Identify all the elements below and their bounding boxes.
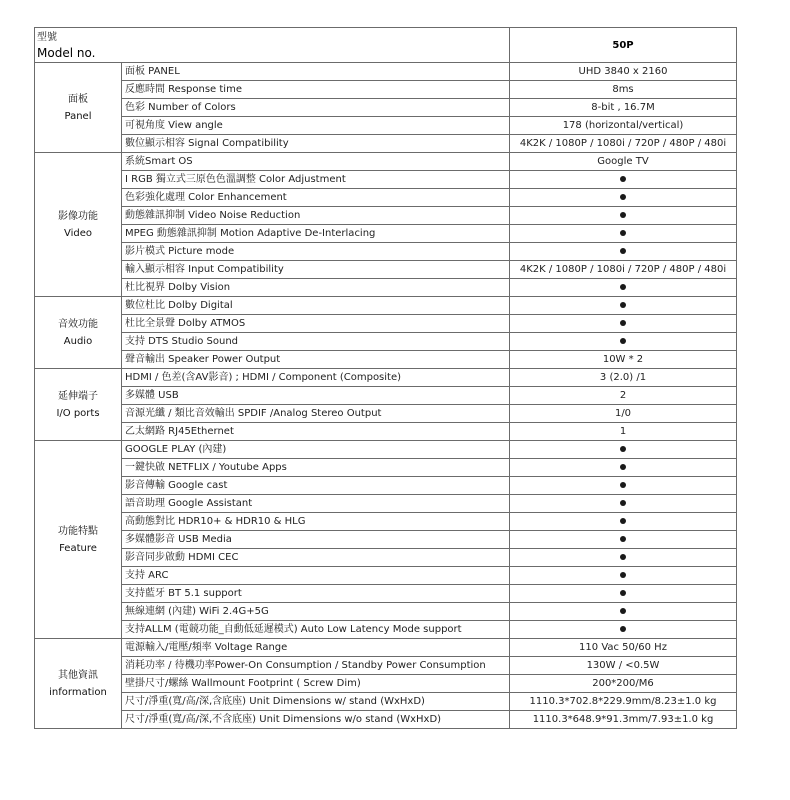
section-category xyxy=(35,297,122,369)
spec-label: I RGB 獨立式三原色色溫調整 Color Adjustment xyxy=(122,171,510,189)
spec-label: 無線連網 (內建) WiFi 2.4G+5G xyxy=(122,603,510,621)
spec-row xyxy=(35,495,737,513)
spec-label: 可視角度 View angle xyxy=(122,117,510,135)
spec-label: 影片模式 Picture mode xyxy=(122,243,510,261)
spec-label: 語音助理 Google Assistant xyxy=(122,495,510,513)
spec-value xyxy=(510,495,737,513)
section-name-en: Panel xyxy=(64,110,92,122)
spec-row xyxy=(35,297,737,315)
spec-row xyxy=(35,153,737,171)
spec-row xyxy=(35,639,737,657)
spec-label: 高動態對比 HDR10+ & HDR10 & HLG xyxy=(122,513,510,531)
section-name-en: Video xyxy=(63,227,93,239)
spec-row xyxy=(35,171,737,189)
spec-label: 支持藍牙 BT 5.1 support xyxy=(122,585,510,603)
spec-value xyxy=(510,549,737,567)
spec-label: 面板 PANEL xyxy=(122,63,510,81)
spec-row xyxy=(35,81,737,99)
spec-value xyxy=(510,603,737,621)
section-name-zh: 音效功能 xyxy=(58,318,98,330)
section-category xyxy=(35,441,122,639)
spec-value: 1 xyxy=(510,423,737,441)
spec-label: 聲音輸出 Speaker Power Output xyxy=(122,351,510,369)
bullet-dot-icon xyxy=(620,338,626,344)
header-row xyxy=(35,28,737,63)
spec-value xyxy=(510,513,737,531)
bullet-dot-icon xyxy=(620,554,626,560)
spec-row xyxy=(35,333,737,351)
section-category xyxy=(35,369,122,441)
spec-label: 壁掛尺寸/螺絲 Wallmount Footprint ( Screw Dim) xyxy=(122,675,510,693)
section-category xyxy=(35,639,122,729)
spec-row xyxy=(35,513,737,531)
spec-label: 支持ALLM (電競功能_自動低延遲模式) Auto Low Latency Mode support xyxy=(122,621,510,639)
bullet-dot-icon xyxy=(620,572,626,578)
spec-row xyxy=(35,603,737,621)
spec-value xyxy=(510,531,737,549)
spec-value: 4K2K / 1080P / 1080i / 720P / 480P / 480i xyxy=(510,261,737,279)
spec-row xyxy=(35,711,737,729)
spec-value: 8-bit , 16.7M xyxy=(510,99,737,117)
spec-label: GOOGLE PLAY (內建) xyxy=(122,441,510,459)
section-name-en: information xyxy=(49,686,107,698)
spec-value xyxy=(510,171,737,189)
bullet-dot-icon xyxy=(620,248,626,254)
section-name-en: Feature xyxy=(59,542,97,554)
section-name-zh: 面板 xyxy=(68,93,88,105)
spec-value xyxy=(510,297,737,315)
spec-label: 杜比全景聲 Dolby ATMOS xyxy=(122,315,510,333)
spec-value: UHD 3840 x 2160 xyxy=(510,63,737,81)
model-label-en: Model no. xyxy=(37,46,96,60)
spec-value xyxy=(510,279,737,297)
spec-row xyxy=(35,243,737,261)
section-name-zh: 其他資訊 xyxy=(58,669,98,681)
spec-value xyxy=(510,243,737,261)
spec-row xyxy=(35,207,737,225)
spec-value: 2 xyxy=(510,387,737,405)
bullet-dot-icon xyxy=(620,608,626,614)
spec-label: 數位顯示相容 Signal Compatibility xyxy=(122,135,510,153)
spec-table-body xyxy=(35,28,737,729)
spec-row xyxy=(35,477,737,495)
spec-row xyxy=(35,315,737,333)
spec-value: 8ms xyxy=(510,81,737,99)
spec-label: 多媒體影音 USB Media xyxy=(122,531,510,549)
spec-row xyxy=(35,99,737,117)
spec-row xyxy=(35,657,737,675)
spec-row xyxy=(35,63,737,81)
spec-label: MPEG 動態雜訊抑制 Motion Adaptive De-Interlacing xyxy=(122,225,510,243)
model-value: 50P xyxy=(510,28,737,63)
spec-label: 支持 DTS Studio Sound xyxy=(122,333,510,351)
spec-label: 電源輸入/電壓/頻率 Voltage Range xyxy=(122,639,510,657)
spec-value: 4K2K / 1080P / 1080i / 720P / 480P / 480i xyxy=(510,135,737,153)
model-label-zh: 型號 xyxy=(37,32,57,43)
spec-value xyxy=(510,567,737,585)
spec-label: 系統Smart OS xyxy=(122,153,510,171)
spec-value: 130W / <0.5W xyxy=(510,657,737,675)
spec-label: 影音同步啟動 HDMI CEC xyxy=(122,549,510,567)
spec-value: 178 (horizontal/vertical) xyxy=(510,117,737,135)
spec-value: 200*200/M6 xyxy=(510,675,737,693)
section-name-en: Audio xyxy=(63,335,93,347)
bullet-dot-icon xyxy=(620,536,626,542)
spec-table xyxy=(34,27,737,729)
spec-value: 110 Vac 50/60 Hz xyxy=(510,639,737,657)
spec-label: 消耗功率 / 待機功率Power-On Consumption / Standby Power Consumption xyxy=(122,657,510,675)
spec-row xyxy=(35,549,737,567)
spec-value: 10W * 2 xyxy=(510,351,737,369)
model-label-cell xyxy=(35,28,510,63)
spec-label: 音源光纖 / 類比音效輸出 SPDIF /Analog Stereo Output xyxy=(122,405,510,423)
spec-value xyxy=(510,441,737,459)
spec-row xyxy=(35,441,737,459)
spec-label: 輸入顯示相容 Input Compatibility xyxy=(122,261,510,279)
spec-label: 杜比視界 Dolby Vision xyxy=(122,279,510,297)
spec-value xyxy=(510,315,737,333)
spec-row xyxy=(35,585,737,603)
spec-row xyxy=(35,621,737,639)
bullet-dot-icon xyxy=(620,446,626,452)
spec-label: 影音傳輸 Google cast xyxy=(122,477,510,495)
spec-label: 一鍵快啟 NETFLIX / Youtube Apps xyxy=(122,459,510,477)
spec-value xyxy=(510,459,737,477)
bullet-dot-icon xyxy=(620,194,626,200)
spec-value: 3 (2.0) /1 xyxy=(510,369,737,387)
spec-label: 色彩強化處理 Color Enhancement xyxy=(122,189,510,207)
spec-label: 反應時間 Response time xyxy=(122,81,510,99)
spec-row xyxy=(35,261,737,279)
spec-label: HDMI / 色差(含AV影音) ; HDMI / Component (Composite) xyxy=(122,369,510,387)
bullet-dot-icon xyxy=(620,302,626,308)
spec-value xyxy=(510,585,737,603)
spec-label: 乙太網路 RJ45Ethernet xyxy=(122,423,510,441)
spec-row xyxy=(35,117,737,135)
spec-value: Google TV xyxy=(510,153,737,171)
bullet-dot-icon xyxy=(620,464,626,470)
section-category xyxy=(35,153,122,297)
spec-value xyxy=(510,189,737,207)
spec-row xyxy=(35,225,737,243)
spec-row xyxy=(35,189,737,207)
spec-row xyxy=(35,531,737,549)
spec-label: 動態雜訊抑制 Video Noise Reduction xyxy=(122,207,510,225)
bullet-dot-icon xyxy=(620,482,626,488)
spec-value xyxy=(510,477,737,495)
spec-value xyxy=(510,621,737,639)
bullet-dot-icon xyxy=(620,320,626,326)
section-name-zh: 功能特點 xyxy=(58,525,98,537)
spec-row xyxy=(35,351,737,369)
spec-label: 多媒體 USB xyxy=(122,387,510,405)
spec-row xyxy=(35,675,737,693)
spec-row xyxy=(35,567,737,585)
section-category xyxy=(35,63,122,153)
bullet-dot-icon xyxy=(620,230,626,236)
spec-label: 數位杜比 Dolby Digital xyxy=(122,297,510,315)
bullet-dot-icon xyxy=(620,212,626,218)
spec-row xyxy=(35,459,737,477)
spec-row xyxy=(35,369,737,387)
spec-label: 尺寸/淨重(寬/高/深,不含底座) Unit Dimensions w/o stand (WxHxD) xyxy=(122,711,510,729)
section-name-en: I/O ports xyxy=(56,407,100,419)
spec-value: 1110.3*702.8*229.9mm/8.23±1.0 kg xyxy=(510,693,737,711)
spec-row xyxy=(35,279,737,297)
bullet-dot-icon xyxy=(620,626,626,632)
spec-label: 尺寸/淨重(寬/高/深,含底座) Unit Dimensions w/ stand (WxHxD) xyxy=(122,693,510,711)
spec-value: 1110.3*648.9*91.3mm/7.93±1.0 kg xyxy=(510,711,737,729)
bullet-dot-icon xyxy=(620,518,626,524)
bullet-dot-icon xyxy=(620,590,626,596)
spec-row xyxy=(35,405,737,423)
section-name-zh: 影像功能 xyxy=(58,210,98,222)
bullet-dot-icon xyxy=(620,500,626,506)
spec-row xyxy=(35,387,737,405)
bullet-dot-icon xyxy=(620,284,626,290)
spec-value: 1/0 xyxy=(510,405,737,423)
spec-value xyxy=(510,207,737,225)
section-name-zh: 延伸端子 xyxy=(58,390,98,402)
bullet-dot-icon xyxy=(620,176,626,182)
spec-row xyxy=(35,693,737,711)
spec-label: 色彩 Number of Colors xyxy=(122,99,510,117)
spec-value xyxy=(510,225,737,243)
spec-value xyxy=(510,333,737,351)
spec-row xyxy=(35,135,737,153)
spec-label: 支持 ARC xyxy=(122,567,510,585)
spec-row xyxy=(35,423,737,441)
